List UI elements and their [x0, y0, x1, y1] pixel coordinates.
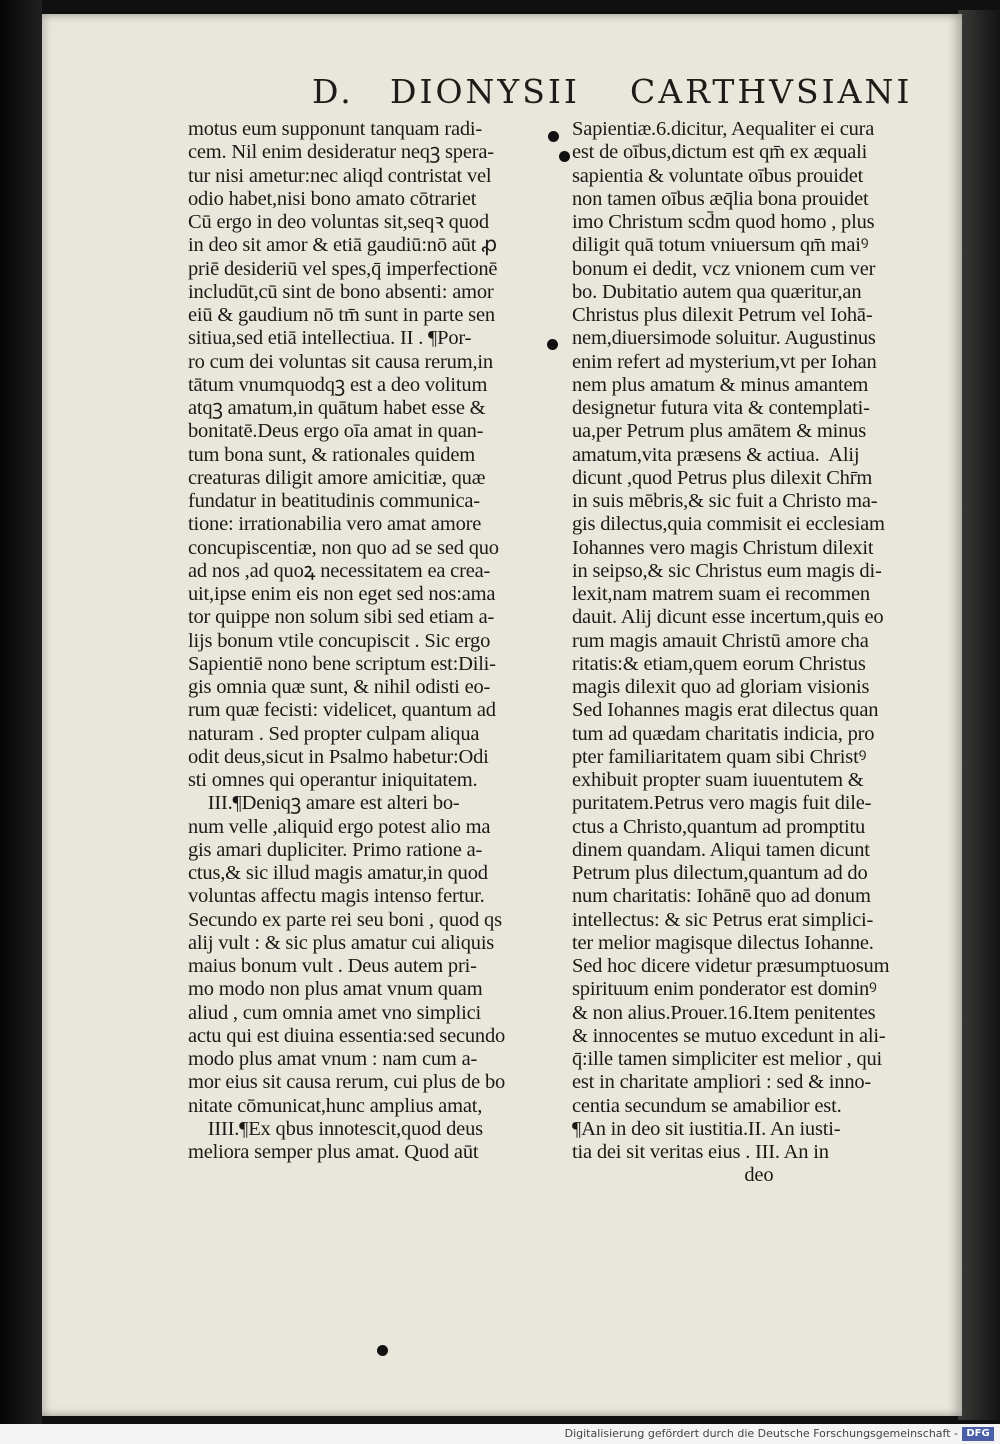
text-line: naturam . Sed propter culpam aliqua [188, 722, 480, 745]
text-line: rum magis amauit Christū amore cha [572, 629, 869, 652]
ink-blot [377, 1345, 388, 1356]
text-line: motus eum supponunt tanquam radi- [188, 118, 483, 140]
text-line: actu qui est diuina essentia:sed secundo [188, 1024, 506, 1047]
text-line: tum ad quædam charitatis indicia, pro [572, 722, 875, 745]
ink-blot [547, 339, 558, 350]
text-line: gis omnia quæ sunt, & nihil odisti eo- [188, 676, 491, 698]
text-line: Iohannes vero magis Christum dilexit [572, 536, 874, 559]
text-line: III.¶Deniqꝫ amare est alteri bo- [188, 792, 460, 815]
text-line: ro cum dei voluntas sit causa rerum,in [188, 350, 493, 373]
text-line: Sed Iohannes magis erat dilectus quan [572, 699, 879, 722]
text-line: modo plus amat vnum : nam cum a- [188, 1048, 478, 1070]
text-line: Cū ergo in deo voluntas sit,seqꝛ quod [188, 211, 489, 233]
right-column [572, 118, 944, 1188]
text-line: ad nos ,ad quoꝝ necessitatem ea crea- [188, 559, 491, 582]
footer-credit: Digitalisierung gefördert durch die Deutsche Forschungsgemeinschaft - [564, 1427, 958, 1440]
text-line: centia secundum se amabilior est. [572, 1094, 842, 1117]
text-line: designetur futura vita & contemplati- [572, 397, 870, 419]
text-line: includūt,cū sint de bono absenti: amor [188, 280, 494, 303]
text-line: mo modo non plus amat vnum quam [188, 978, 483, 1001]
text-line: puritatem.Petrus vero magis fuit dile- [572, 792, 872, 815]
text-line: fundatur in beatitudinis communica- [188, 490, 480, 512]
text-line: Sed hoc dicere videtur præsumptuosum [572, 955, 890, 977]
text-line: enim refert ad mysterium,vt per Iohan [572, 350, 877, 373]
text-line: tor quippe non solum sibi sed etiam a- [188, 606, 495, 629]
text-line: Sapientiē nono bene scriptum est:Dili- [188, 652, 496, 675]
text-line: dinem quandam. Aliqui tamen dicunt [572, 838, 870, 861]
text-line: ctus a Christo,quantum ad promptitu [572, 815, 866, 838]
text-line: ctus,& sic illud magis amatur,in quod [188, 862, 488, 884]
text-line: ua,per Petrum plus amātem & minus [572, 420, 867, 443]
text-line: odio habet,nisi bono amato cōtrariet [188, 187, 477, 210]
text-line: tione: irrationabilia vero amat amore [188, 513, 482, 536]
text-line: num charitatis: Iohānē quo ad donum [572, 885, 871, 908]
text-line: ter melior magisque dilectus Iohanne. [572, 931, 874, 954]
text-line: nitate cōmunicat,hunc amplius amat, [188, 1094, 483, 1117]
text-line: pter familiaritatem quam sibi Christꝰ [572, 745, 867, 768]
text-line: est in charitate ampliori : sed & inno- [572, 1071, 872, 1094]
text-line: ritatis:& etiam,quem eorum Christus [572, 652, 866, 675]
text-line: exhibuit propter suam iuuentutem & [572, 769, 864, 791]
text-line: bo. Dubitatio autem qua quæritur,an [572, 280, 862, 303]
text-line: voluntas affectu magis intenso fertur. [188, 885, 485, 908]
text-line: aliud , cum omnia amet vno simplici [188, 1001, 482, 1024]
text-line: & innocentes se mutuo excedunt in ali- [572, 1024, 886, 1047]
text-line: cem. Nil enim desideratur neqꝫ spera- [188, 141, 494, 164]
text-line: creaturas diligit amore amicitiæ, quæ [188, 466, 486, 489]
dfg-logo: DFG [962, 1427, 994, 1441]
text-line: tum bona sunt, & rationales quidem [188, 443, 475, 466]
text-line: ¶An in deo sit iustitia.II. An iusti- [572, 1117, 841, 1140]
text-line: Sapientiæ.6.dicitur, Aequaliter ei cura [572, 118, 875, 140]
text-line: in deo sit amor & etiā gaudiū:nō aūt ꝓ [188, 234, 497, 257]
scan-left-edge [0, 0, 42, 1444]
text-line: Petrum plus dilectum,quantum ad do [572, 862, 868, 884]
text-line: lexit,nam matrem suam ei recommen [572, 583, 870, 605]
text-line: meliora semper plus amat. Quod aūt [188, 1141, 479, 1163]
text-line: in suis mēbris,& sic fuit a Christo ma- [572, 490, 878, 512]
text-line: rum quæ fecisti: videlicet, quantum ad [188, 699, 496, 722]
scan-right-edge [958, 10, 1000, 1420]
text-line: mor eius sit causa rerum, cui plus de bo [188, 1071, 506, 1094]
text-line: nem,diuersimode soluitur. Augustinus [572, 327, 876, 350]
text-line: bonum ei dedit, vcz vnionem cum ver [572, 257, 876, 280]
left-column [188, 118, 556, 1164]
ink-blot [548, 131, 559, 142]
text-line: Secundo ex parte rei seu boni , quod qs [188, 908, 502, 931]
digitization-footer [0, 1424, 1000, 1444]
text-line: q̄:ille tamen simpliciter est melior , qui [572, 1048, 883, 1070]
text-line: gis amari dupliciter. Primo ratione a- [188, 838, 483, 861]
text-line: maius bonum vult . Deus autem pri- [188, 955, 477, 977]
text-line: alij vult : & sic plus amatur cui aliquis [188, 931, 495, 954]
text-line: bonitatē.Deus ergo oīa amat in quan- [188, 420, 484, 443]
text-line: tia dei sit veritas eius . III. An in [572, 1141, 829, 1163]
text-line: sitiua,sed etiā intellectiua. II . ¶Por- [188, 327, 472, 350]
text-line: in seipso,& sic Christus eum magis di- [572, 559, 882, 582]
text-line: intellectus: & sic Petrus erat simplici- [572, 908, 874, 931]
text-line: tur nisi ametur:nec aliqd contristat vel [188, 164, 492, 187]
running-head-left: D. [312, 72, 354, 111]
text-line: odit deus,sicut in Psalmo habetur:Odi [188, 745, 489, 768]
text-line: spirituum enim ponderator est dominꝰ [572, 978, 877, 1001]
text-line: deo [572, 1164, 774, 1187]
text-line: imo Christum scd̄m quod homo , plus [572, 211, 875, 233]
text-line: amatum,vita præsens & actiua. Alij [572, 443, 860, 466]
text-line: atqꝫ amatum,in quātum habet esse & [188, 397, 486, 419]
text-line: est de oībus,dictum est qm̄ ex æquali [572, 141, 868, 164]
text-line: tātum vnumquodqꝫ est a deo volitum [188, 373, 488, 396]
text-line: dauit. Alij dicunt esse incertum,quis eo [572, 606, 884, 629]
text-line: diligit quā totum vniuersum qm̄ maiꝰ [572, 234, 869, 257]
text-line: sapientia & voluntate oībus prouidet [572, 164, 864, 187]
text-line: & non alius.Prouer.16.Item penitentes [572, 1001, 876, 1024]
text-line: sti omnes qui operantur iniquitatem. [188, 769, 478, 791]
running-head [312, 72, 912, 111]
text-line: lijs bonum vtile concupiscit . Sic ergo [188, 629, 491, 652]
running-head-right: CARTHVSIANI [630, 72, 913, 111]
text-line: uit,ipse enim eis non eget sed nos:ama [188, 583, 496, 605]
text-line: eiū & gaudium nō tm̄ sunt in parte sen [188, 304, 495, 326]
text-line: priē desideriū vel spes,q̄ imperfectionē [188, 257, 498, 280]
text-line: non tamen oībus æq̄lia bona prouidet [572, 187, 869, 210]
ink-blot [559, 151, 570, 162]
text-line: IIII.¶Ex qbus innotescit,quod deus [188, 1117, 483, 1140]
text-line: concupiscentiæ, non quo ad se sed quo [188, 536, 499, 559]
text-line: nem plus amatum & minus amantem [572, 373, 869, 396]
running-head-middle: DIONYSII [390, 72, 580, 111]
text-line: magis dilexit quo ad gloriam visionis [572, 676, 870, 698]
text-line: gis dilectus,quia commisit ei ecclesiam [572, 513, 885, 536]
text-line: dicunt ,quod Petrus plus dilexit Chr̄m [572, 466, 873, 489]
text-line: Christus plus dilexit Petrum vel Iohā- [572, 304, 873, 326]
text-line: num velle ,aliquid ergo potest alio ma [188, 815, 491, 838]
